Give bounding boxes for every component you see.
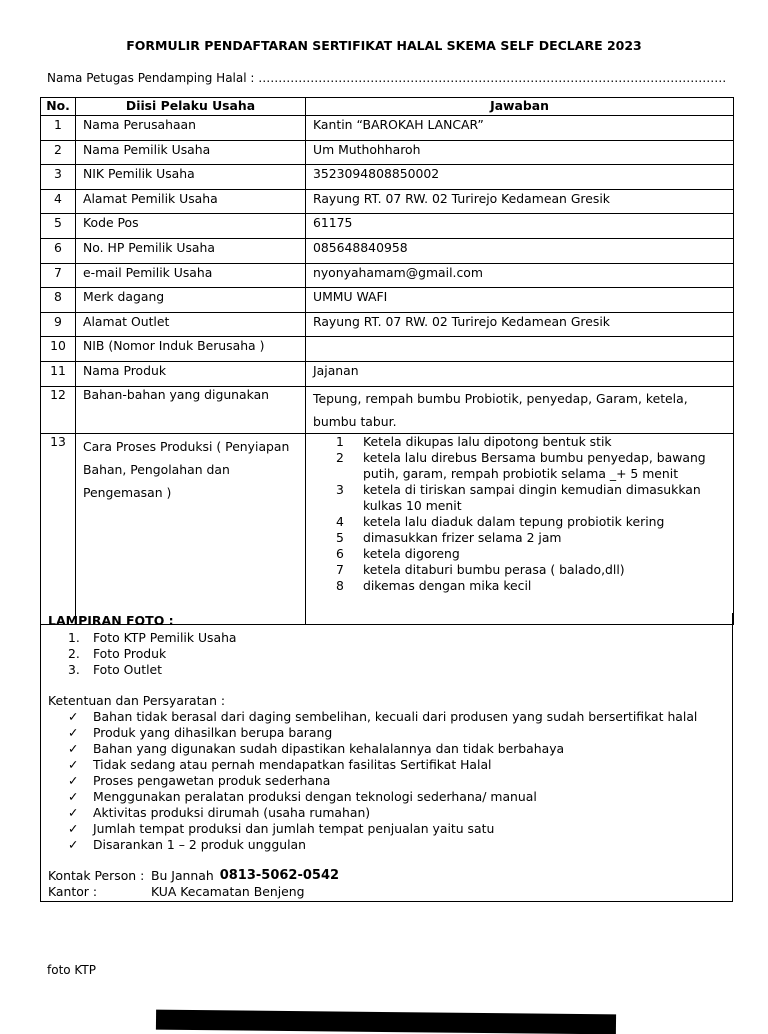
form-title: FORMULIR PENDAFTARAN SERTIFIKAT HALAL SKEMA SELF DECLARE 2023	[126, 38, 642, 53]
list-item	[68, 789, 697, 805]
term-text: Proses pengawetan produk sederhana	[93, 773, 331, 788]
row-field: Nama Pemilik Usaha	[76, 140, 306, 165]
row-answer: 085648840958	[306, 238, 734, 263]
table-row	[41, 312, 734, 337]
step-text: ketela di tiriskan sampai dingin kemudian dimasukkan kulkas 10 menit	[363, 481, 701, 513]
table-row	[41, 238, 734, 263]
row-number: 4	[41, 189, 76, 214]
table-header-row	[41, 98, 734, 116]
row-field: Alamat Outlet	[76, 312, 306, 337]
row-number: 6	[41, 238, 76, 263]
row-field: Bahan-bahan yang digunakan	[76, 386, 306, 433]
row-number: 9	[41, 312, 76, 337]
row-answer: Rayung RT. 07 RW. 02 Turirejo Kedamean Gresik	[306, 312, 734, 337]
term-text: Disarankan 1 – 2 produk unggulan	[93, 837, 306, 852]
step-text: ketela lalu diaduk dalam tepung probiotik kering	[363, 513, 665, 529]
check-icon: ✓	[68, 789, 79, 804]
table-row	[41, 214, 734, 239]
contact-label: Kontak Person :	[48, 868, 145, 883]
terms-title: Ketentuan dan Persyaratan :	[48, 693, 226, 708]
scan-edge	[156, 1010, 616, 1034]
list-item	[68, 741, 697, 757]
term-text: Aktivitas produksi dirumah (usaha rumahan)	[93, 805, 371, 820]
table-row	[41, 263, 734, 288]
list-item	[68, 773, 697, 789]
term-text: Jumlah tempat produksi dan jumlah tempat penjualan yaitu satu	[93, 821, 495, 836]
step-text: dimasukkan frizer selama 2 jam	[363, 529, 562, 545]
footer-photo-label: foto KTP	[47, 963, 96, 977]
list-item	[313, 482, 733, 514]
list-item	[313, 546, 733, 562]
row-field: NIK Pemilik Usaha	[76, 165, 306, 190]
step-number: 5	[336, 529, 344, 545]
check-icon: ✓	[68, 805, 79, 820]
row-number: 11	[41, 361, 76, 386]
step-text: Ketela dikupas lalu dipotong bentuk stik	[363, 433, 612, 449]
check-icon: ✓	[68, 709, 79, 724]
check-icon: ✓	[68, 757, 79, 772]
registration-table	[40, 97, 734, 625]
term-text: Tidak sedang atau pernah mendapatkan fasilitas Sertifikat Halal	[93, 757, 492, 772]
list-item	[68, 725, 697, 741]
list-item	[68, 757, 697, 773]
step-number: 8	[336, 577, 344, 593]
row-field: Nama Perusahaan	[76, 116, 306, 141]
row-field: Nama Produk	[76, 361, 306, 386]
office-name: KUA Kecamatan Benjeng	[151, 884, 305, 899]
row-number: 1	[41, 116, 76, 141]
term-text: Menggunakan peralatan produksi dengan teknologi sederhana/ manual	[93, 789, 537, 804]
header-answer: Jawaban	[306, 98, 734, 116]
terms-list	[68, 709, 697, 853]
list-item	[68, 837, 697, 853]
contact-phone: 0813-5062-0542	[219, 868, 340, 883]
row-answer: nyonyahamam@gmail.com	[306, 263, 734, 288]
check-icon: ✓	[68, 837, 79, 852]
table-row	[41, 140, 734, 165]
row-answer: UMMU WAFI	[306, 288, 734, 313]
check-icon: ✓	[68, 725, 79, 740]
list-item	[313, 514, 733, 530]
row-answer: Kantin “BAROKAH LANCAR”	[306, 116, 734, 141]
row-field: Cara Proses Produksi ( Penyiapan Bahan, Pengolahan dan Pengemasan )	[76, 433, 306, 624]
row-answer: Tepung, rempah bumbu Probiotik, penyedap, Garam, ketela, bumbu tabur.	[306, 386, 734, 433]
list-item	[68, 630, 237, 646]
list-item	[313, 578, 733, 594]
table-row	[41, 165, 734, 190]
header-no: No.	[41, 98, 76, 116]
row-answer	[306, 337, 734, 362]
item-text: Foto Produk	[93, 646, 167, 661]
contact-name: Bu Jannah	[151, 868, 214, 883]
row-number: 3	[41, 165, 76, 190]
list-item	[68, 821, 697, 837]
row-number: 5	[41, 214, 76, 239]
table-body	[41, 116, 734, 625]
list-item	[313, 562, 733, 578]
term-text: Produk yang dihasilkan berupa barang	[93, 725, 333, 740]
list-item	[68, 709, 697, 725]
check-icon: ✓	[68, 773, 79, 788]
row-number: 7	[41, 263, 76, 288]
table-row	[41, 433, 734, 624]
table-row	[41, 116, 734, 141]
process-steps-list	[313, 434, 733, 594]
row-answer: Jajanan	[306, 361, 734, 386]
item-number: 2.	[68, 646, 80, 661]
row-number: 2	[41, 140, 76, 165]
list-item	[68, 805, 697, 821]
step-number: 2	[336, 449, 344, 465]
table-row	[41, 288, 734, 313]
attachments-list	[68, 630, 237, 678]
header-field: Diisi Pelaku Usaha	[76, 98, 306, 116]
list-item	[313, 530, 733, 546]
step-text: ketela lalu direbus Bersama bumbu penyedap, bawang putih, garam, rempah probiotik selama _+ 5 menit	[363, 449, 706, 481]
row-answer: Rayung RT. 07 RW. 02 Turirejo Kedamean Gresik	[306, 189, 734, 214]
contact-block	[48, 868, 339, 900]
attachments-title: LAMPIRAN FOTO :	[48, 613, 174, 628]
list-item	[313, 450, 733, 482]
item-text: Foto KTP Pemilik Usaha	[93, 630, 237, 645]
row-field: e-mail Pemilik Usaha	[76, 263, 306, 288]
row-number: 12	[41, 386, 76, 433]
step-number: 4	[336, 513, 344, 529]
row-answer: Um Muthohharoh	[306, 140, 734, 165]
row-number: 10	[41, 337, 76, 362]
table-row	[41, 386, 734, 433]
table-row	[41, 361, 734, 386]
term-text: Bahan yang digunakan sudah dipastikan kehalalannya dan tidak berbahaya	[93, 741, 565, 756]
row-number: 13	[41, 433, 76, 624]
step-number: 3	[336, 481, 344, 497]
table-row	[41, 189, 734, 214]
process-steps-cell	[306, 433, 734, 624]
officer-name-line: Nama Petugas Pendamping Halal : ………………………………………………………………………………………………………	[47, 71, 727, 85]
step-text: dikemas dengan mika kecil	[363, 577, 532, 593]
item-text: Foto Outlet	[93, 662, 163, 677]
row-field: No. HP Pemilik Usaha	[76, 238, 306, 263]
table-row	[41, 337, 734, 362]
row-field: Merk dagang	[76, 288, 306, 313]
list-item	[313, 434, 733, 450]
term-text: Bahan tidak berasal dari daging sembelihan, kecuali dari produsen yang sudah bersertifikat halal	[93, 709, 698, 724]
row-field: Kode Pos	[76, 214, 306, 239]
step-number: 6	[336, 545, 344, 561]
item-number: 3.	[68, 662, 80, 677]
check-icon: ✓	[68, 821, 79, 836]
row-field: NIB (Nomor Induk Berusaha )	[76, 337, 306, 362]
step-number: 1	[336, 433, 344, 449]
list-item	[68, 646, 237, 662]
step-text: ketela digoreng	[363, 545, 460, 561]
step-number: 7	[336, 561, 344, 577]
item-number: 1.	[68, 630, 80, 645]
check-icon: ✓	[68, 741, 79, 756]
office-label: Kantor :	[48, 884, 97, 899]
list-item	[68, 662, 237, 678]
row-answer: 61175	[306, 214, 734, 239]
row-number: 8	[41, 288, 76, 313]
row-field: Alamat Pemilik Usaha	[76, 189, 306, 214]
attachments-box	[40, 613, 733, 902]
step-text: ketela ditaburi bumbu perasa ( balado,dll)	[363, 561, 625, 577]
row-answer: 3523094808850002	[306, 165, 734, 190]
